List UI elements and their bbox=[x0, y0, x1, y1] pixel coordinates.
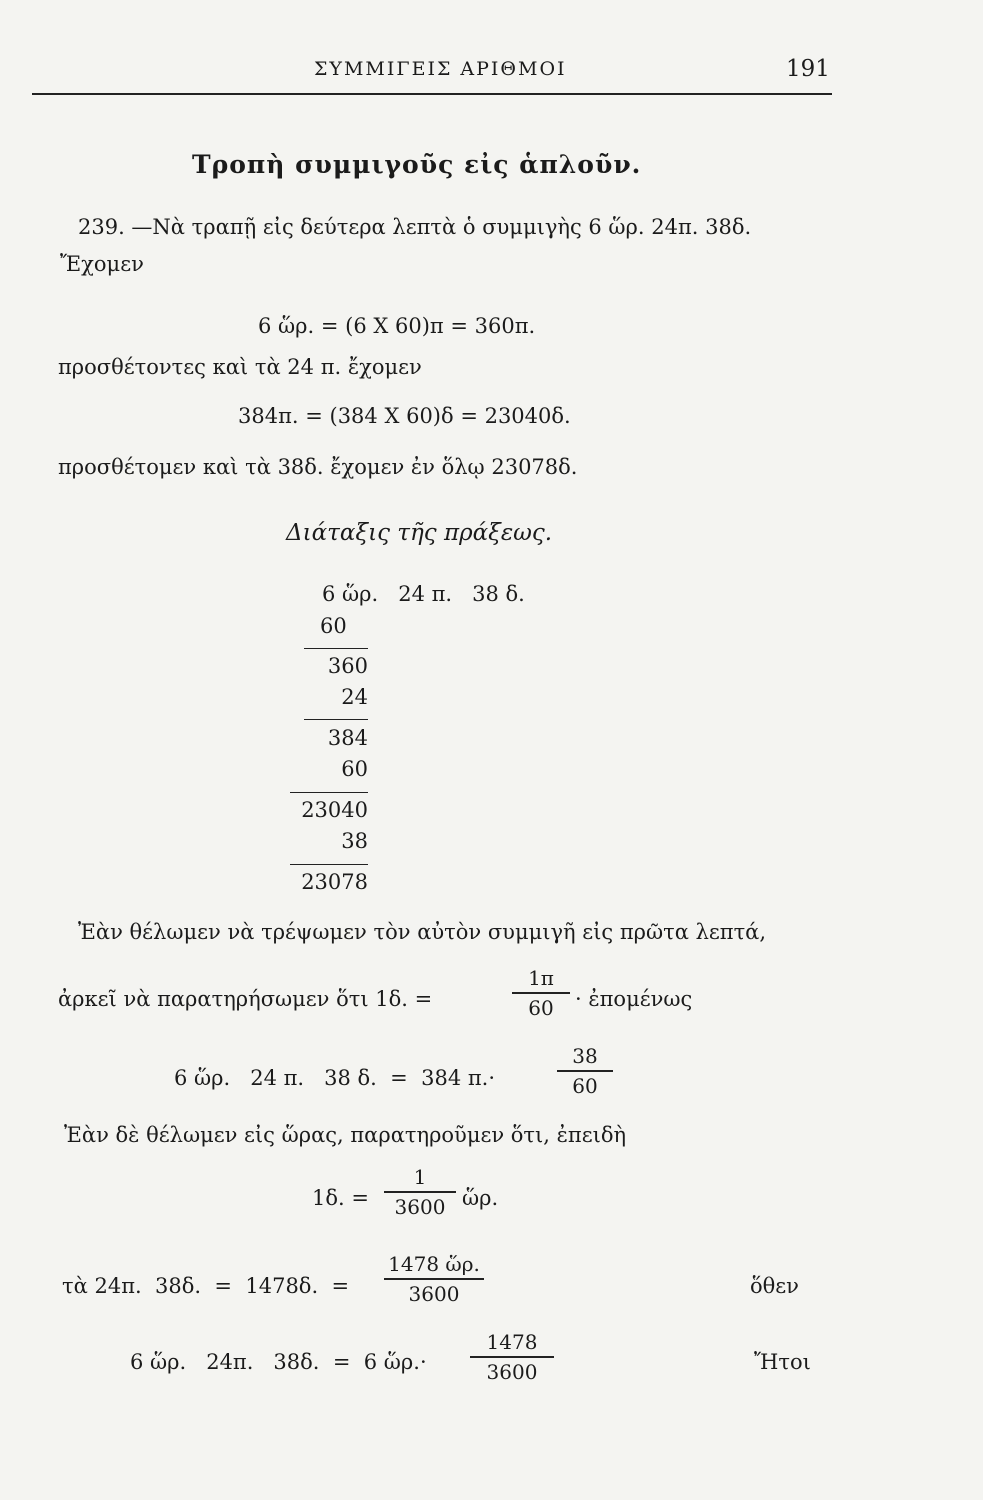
equation-hours-to-minutes: 6 ὥρ. = (6 X 60)π = 360π. bbox=[258, 314, 536, 338]
column-rule bbox=[304, 648, 368, 649]
equation-in-minutes: 6 ὥρ. 24 π. 38 δ. = 384 π.· bbox=[174, 1066, 496, 1090]
equation-second-in-hours-left: 1δ. = bbox=[312, 1186, 369, 1210]
fraction-38-over-60 bbox=[557, 1044, 613, 1098]
page-number: 191 bbox=[786, 56, 830, 82]
equation-second-in-hours-unit: ὥρ. bbox=[462, 1186, 499, 1210]
fraction-numerator: 38 bbox=[572, 1044, 598, 1068]
problem-line-4: προσθέτομεν καὶ τὰ 38δ. ἔχομεν ἐν ὅλῳ 23078δ. bbox=[58, 455, 578, 479]
fraction-final-1478-over-3600 bbox=[470, 1330, 554, 1384]
column-value: 23040 bbox=[301, 798, 368, 822]
section-title: Τροπὴ συμμιγοῦς εἰς ἁπλοῦν. bbox=[192, 150, 642, 179]
fraction-bar bbox=[384, 1278, 484, 1280]
fraction-denominator: 60 bbox=[572, 1073, 598, 1098]
column-rule bbox=[290, 864, 368, 865]
arrangement-title: Διάταξις τῆς πράξεως. bbox=[286, 520, 553, 546]
problem-line-1: 239. —Νὰ τραπῇ εἰς δεύτερα λεπτὰ ὁ συμμιγὴς 6 ὥρ. 24π. 38δ. bbox=[78, 215, 752, 239]
column-total: 23078 bbox=[301, 870, 368, 894]
arrangement-top-line: 6 ὥρ. 24 π. 38 δ. bbox=[322, 582, 525, 606]
fraction-numerator: 1478 bbox=[486, 1330, 538, 1354]
fraction-denominator: 3600 bbox=[394, 1194, 446, 1219]
fraction-bar bbox=[384, 1191, 456, 1193]
column-rule bbox=[304, 719, 368, 720]
equation-minutes-to-seconds: 384π. = (384 X 60)δ = 23040δ. bbox=[238, 404, 571, 428]
column-value: 60 bbox=[320, 614, 347, 638]
running-title: ΣΥΜΜΙΓΕΙΣ ΑΡΙΘΜΟΙ bbox=[314, 58, 567, 80]
minutes-line-2-start: ἀρκεῖ νὰ παρατηρήσωμεν ὅτι 1δ. = bbox=[58, 987, 433, 1011]
equation-final-in-hours: 6 ὥρ. 24π. 38δ. = 6 ὥρ.· bbox=[130, 1350, 427, 1374]
fraction-denominator: 3600 bbox=[486, 1359, 538, 1384]
therefore-word: ὅθεν bbox=[750, 1274, 799, 1298]
column-value: 60 bbox=[341, 757, 368, 781]
column-value: 384 bbox=[327, 726, 368, 750]
fraction-numerator: 1 bbox=[413, 1165, 427, 1189]
column-value: 24 bbox=[341, 685, 368, 709]
problem-line-2: Ἔχομεν bbox=[60, 252, 144, 276]
fraction-bar bbox=[557, 1070, 613, 1072]
namely-word: Ἤτοι bbox=[754, 1350, 811, 1374]
column-value: 360 bbox=[327, 654, 368, 678]
column-rule bbox=[290, 792, 368, 793]
minutes-line-2-end: · ἐπομένως bbox=[575, 987, 693, 1011]
equation-minutes-seconds-in-hours: τὰ 24π. 38δ. = 1478δ. = bbox=[62, 1274, 350, 1298]
fraction-denominator: 60 bbox=[528, 995, 554, 1020]
minutes-line-1: Ἐὰν θέλωμεν νὰ τρέψωμεν τὸν αὐτὸν συμμιγῆ εἰς πρῶτα λεπτά, bbox=[78, 920, 767, 944]
column-value: 38 bbox=[341, 829, 368, 853]
fraction-denominator: 3600 bbox=[408, 1281, 460, 1306]
fraction-1-over-3600 bbox=[384, 1165, 456, 1219]
header-rule bbox=[32, 93, 832, 95]
problem-line-3: προσθέτοντες καὶ τὰ 24 π. ἔχομεν bbox=[58, 355, 422, 379]
fraction-bar bbox=[512, 992, 570, 994]
fraction-numerator: 1π bbox=[528, 966, 554, 990]
fraction-numerator: 1478 ὥρ. bbox=[388, 1252, 480, 1276]
fraction-bar bbox=[470, 1356, 554, 1358]
hours-line-1: Ἐὰν δὲ θέλωμεν εἰς ὥρας, παρατηροῦμεν ὅτι, ἐπειδὴ bbox=[64, 1123, 627, 1147]
fraction-one-minute-over-sixty bbox=[512, 966, 570, 1020]
fraction-1478-over-3600 bbox=[384, 1252, 484, 1306]
